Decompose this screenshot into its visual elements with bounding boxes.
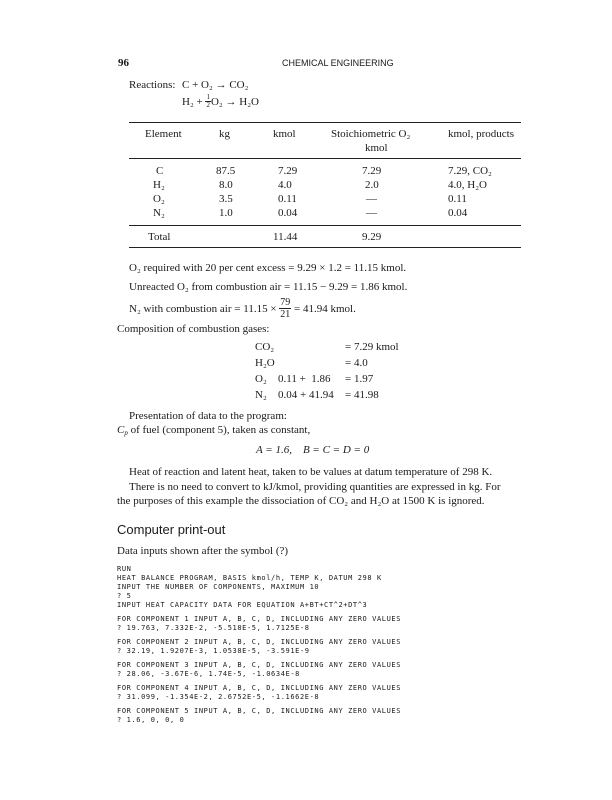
composition-species: N₂ (255, 389, 267, 401)
table-header-kmol: kmol (273, 128, 296, 140)
reactions-label: Reactions: (129, 79, 176, 91)
composition-species: CO₂ (255, 341, 275, 353)
calc-unreacted-o2: Unreacted O₂ from combustion air = 11.15 − 9.29 = 1.86 kmol. (129, 281, 408, 293)
table-cell: 0.11 (448, 193, 467, 205)
reaction-hydrogen: H₂ + $\frac{1}{2}$ O₂ → H₂O (182, 93, 259, 109)
table-total-stoich: 9.29 (362, 231, 382, 243)
printout-line: ? 32.19, 1.9207E-3, 1.0538E-5, -3.591E-9 (117, 647, 310, 655)
table-cell: 0.04 (278, 207, 298, 219)
table-cell: 3.5 (219, 193, 233, 205)
table-cell: 7.29, CO₂ (448, 165, 492, 177)
table-top-rule (129, 122, 521, 123)
printout-heading: Computer print-out (117, 522, 226, 537)
calc-n2: N₂ with combustion air = 11.15 × $\frac{79}{21}$ = 41.94 kmol. (129, 297, 356, 320)
printout-line: ? 28.06, -3.67E-6, 1.74E-5, -1.0634E-8 (117, 670, 300, 678)
calc-o2-required: O₂ required with 20 per cent excess = 9.29 × 1.2 = 11.15 kmol. (129, 262, 407, 274)
table-cell: 7.29 (278, 165, 298, 177)
printout-line: ? 19.763, 7.332E-2, -5.518E-5, 1.7125E-8 (117, 624, 310, 632)
table-bottom-rule (129, 247, 521, 248)
printout-line: FOR COMPONENT 4 INPUT A, B, C, D, INCLUDING ANY ZERO VALUES (117, 684, 402, 692)
table-cell: 4.0, H₂O (448, 179, 487, 191)
presentation-para-1: Heat of reaction and latent heat, taken to be values at datum temperature of 298 K. (129, 466, 493, 478)
table-cell: — (366, 193, 377, 205)
calc-composition-heading: Composition of combustion gases: (117, 323, 270, 335)
table-cell: 2.0 (365, 179, 379, 191)
table-header-stoich-o2: Stoichiometric O₂ (331, 128, 411, 140)
printout-line: INPUT THE NUMBER OF COMPONENTS, MAXIMUM 10 (117, 583, 320, 591)
printout-line: ? 1.6, 0, 0, 0 (117, 716, 185, 724)
table-total-label: Total (148, 231, 171, 243)
printout-intro: Data inputs shown after the symbol (?) (117, 545, 289, 557)
presentation-cp-line: $C_p$ of fuel (component 5), taken as constant, (117, 424, 311, 437)
table-header-rule (129, 158, 521, 159)
printout-line: ? 31.099, -1.354E-2, 2.6752E-5, -1.1662E-8 (117, 693, 320, 701)
table-header-stoich-unit: kmol (365, 142, 388, 154)
printout-line: FOR COMPONENT 2 INPUT A, B, C, D, INCLUDING ANY ZERO VALUES (117, 638, 402, 646)
table-header-element: Element (145, 128, 182, 140)
presentation-equation: A = 1.6, B = C = D = 0 (256, 444, 370, 456)
composition-value: = 1.97 (345, 373, 374, 385)
printout-line: ? 5 (117, 592, 132, 600)
table-cell: 8.0 (219, 179, 233, 191)
table-total-kmol: 11.44 (273, 231, 298, 243)
table-cell: 87.5 (216, 165, 236, 177)
presentation-para-2b: the purposes of this example the dissociation of CO₂ and H₂O at 1500 K is ignored. (117, 495, 485, 507)
page-number: 96 (118, 57, 129, 69)
table-cell: 0.04 (448, 207, 468, 219)
printout-line: FOR COMPONENT 5 INPUT A, B, C, D, INCLUDING ANY ZERO VALUES (117, 707, 402, 715)
printout-line: RUN (117, 565, 132, 573)
table-cell: O₂ (153, 193, 165, 205)
reaction-carbon: C + O₂ → CO₂ (182, 79, 249, 91)
composition-expr: 0.11 + 1.86 (278, 373, 331, 385)
presentation-heading: Presentation of data to the program: (129, 410, 287, 422)
table-cell: 4.0 (278, 179, 292, 191)
table-cell: 7.29 (362, 165, 382, 177)
table-cell: 1.0 (219, 207, 233, 219)
table-cell: N₂ (153, 207, 165, 219)
table-cell: H₂ (153, 179, 165, 191)
running-title: CHEMICAL ENGINEERING (282, 58, 394, 68)
composition-value: = 7.29 kmol (345, 341, 399, 353)
table-cell: C (156, 165, 164, 177)
composition-expr: 0.04 + 41.94 (278, 389, 334, 401)
table-total-rule (129, 225, 521, 226)
table-cell: — (366, 207, 377, 219)
printout-line: HEAT BALANCE PROGRAM, BASIS kmol/h, TEMP K, DATUM 298 K (117, 574, 382, 582)
table-header-products: kmol, products (448, 128, 514, 140)
printout-line: INPUT HEAT CAPACITY DATA FOR EQUATION A+BT+CT^2+DT^3 (117, 601, 368, 609)
composition-value: = 41.98 (345, 389, 379, 401)
composition-value: = 4.0 (345, 357, 368, 369)
composition-species: O₂ (255, 373, 267, 385)
table-cell: 0.11 (278, 193, 297, 205)
printout-line: FOR COMPONENT 3 INPUT A, B, C, D, INCLUDING ANY ZERO VALUES (117, 661, 402, 669)
printout-block (117, 565, 401, 725)
table-header-kg: kg (219, 128, 230, 140)
printout-line: FOR COMPONENT 1 INPUT A, B, C, D, INCLUDING ANY ZERO VALUES (117, 615, 402, 623)
presentation-para-2a: There is no need to convert to kJ/kmol, providing quantities are expressed in kg. For (129, 481, 501, 493)
composition-species: H₂O (255, 357, 275, 369)
